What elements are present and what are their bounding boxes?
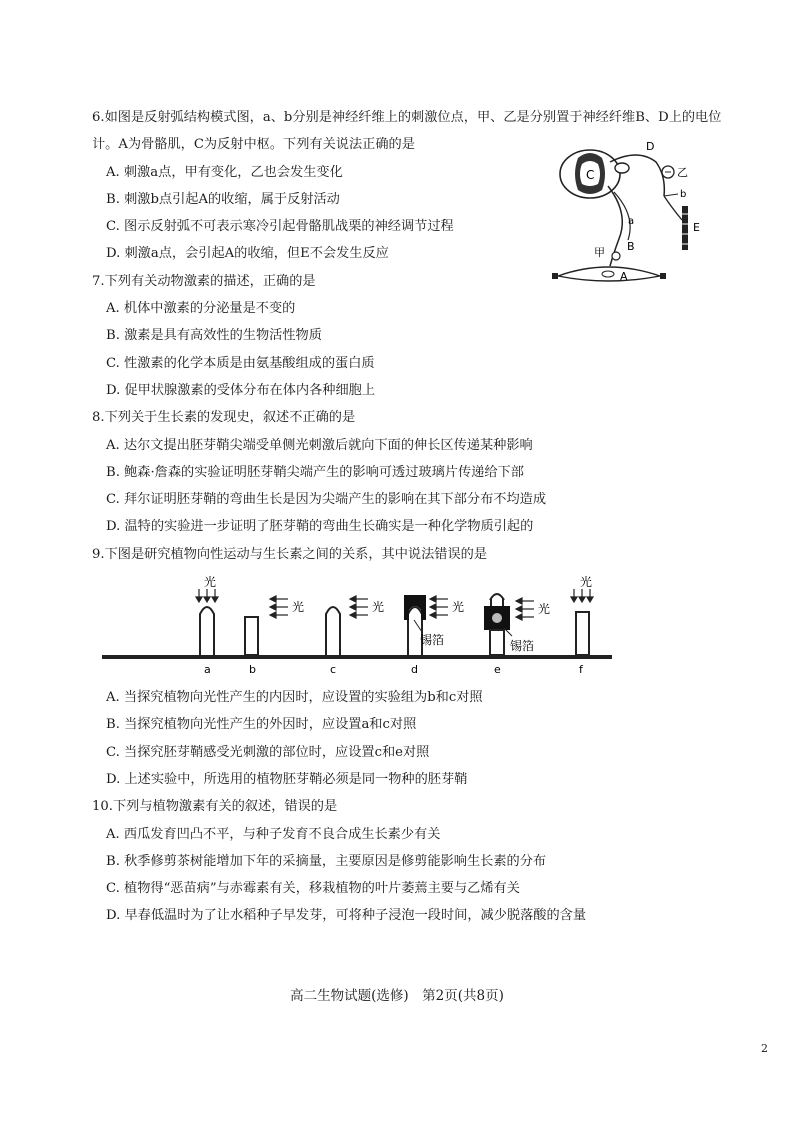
ganglion	[615, 163, 629, 173]
light-label: 光	[204, 575, 217, 590]
coleoptile	[326, 607, 340, 655]
option-b: B. 激素是具有高效性的生物活性物质	[106, 328, 322, 344]
option-d: D. 刺激a点，会引起A的收缩，但E不会发生反应	[106, 246, 389, 262]
seedling-c	[326, 607, 340, 676]
label-A: A	[620, 270, 628, 283]
nerve-D	[610, 155, 664, 196]
light-arrows	[270, 596, 288, 618]
option-d: D. 早春低温时为了让水稻种子早发芽，可将种子浸泡一段时间，减少脱落酸的含量	[106, 908, 587, 924]
page-footer: 高二生物试题(选修) 第2页(共8页)	[290, 988, 504, 1004]
coleoptile	[490, 630, 504, 655]
question-10	[92, 793, 732, 929]
seedling-f	[571, 574, 593, 676]
label-b: b	[680, 189, 687, 200]
label-yi: 乙	[677, 166, 688, 179]
option-c: C. 当探究胚芽鞘感受光刺激的部位时，应设置c和e对照	[106, 744, 430, 760]
option-c: C. 性激素的化学本质是由氨基酸组成的蛋白质	[106, 355, 375, 371]
label-E: E	[693, 221, 700, 234]
option-b: B. 鲍森·詹森的实验证明胚芽鞘尖端产生的影响可透过玻璃片传递给下部	[106, 464, 524, 480]
foil-highlight	[492, 613, 502, 623]
option-d: D. 温特的实验进一步证明了胚芽鞘的弯曲生长确实是一种化学物质引起的	[106, 519, 534, 535]
option-a: A. 当探究植物向光性产生的内因时，应设置的实验组为b和c对照	[106, 690, 483, 706]
coleoptile	[200, 607, 214, 655]
question-stem: 6.如图是反射弧结构模式图，a、b分别是神经纤维上的刺激位点，甲、乙是分别置于神经纤维B、D上的电位计。A为骨骼肌，C为反射中枢。下列有关说法正确的是	[92, 110, 722, 153]
label-B: B	[627, 240, 635, 253]
coleoptile-tip	[490, 594, 504, 600]
option-a: A. 达尔文提出胚芽鞘尖端受单侧光刺激后就向下面的伸长区传递某种影响	[106, 437, 533, 453]
option-a: A. 刺激a点，甲有变化，乙也会发生变化	[106, 164, 343, 180]
effector-E	[682, 206, 688, 250]
question-9	[92, 541, 732, 793]
letter-d: d	[411, 663, 418, 677]
question-stem: 8.下列关于生长素的发现史，叙述不正确的是	[92, 410, 356, 426]
label-jia: 甲	[594, 246, 605, 259]
question-stem: 10.下列与植物激素有关的叙述，错误的是	[92, 799, 338, 815]
question-stem: 9.下图是研究植物向性运动与生长素之间的关系，其中说法错误的是	[92, 546, 488, 562]
seedling-b	[245, 617, 258, 676]
letter-a: a	[204, 663, 211, 677]
foil-pointer	[414, 620, 422, 632]
light-arrows	[350, 596, 368, 618]
light-arrows	[516, 598, 534, 620]
page-number: 2	[761, 1042, 768, 1055]
letter-c: c	[330, 663, 337, 677]
muscle-A	[558, 267, 660, 281]
foil-label: 锡箔	[420, 633, 445, 648]
coleoptile	[576, 612, 589, 655]
figure-baseline	[102, 655, 612, 659]
letter-b: b	[249, 663, 256, 677]
option-c: C. 拜尔证明胚芽鞘的弯曲生长是因为尖端产生的影响在其下部分布不均造成	[106, 492, 547, 508]
coleoptile	[408, 607, 422, 655]
coleoptile	[245, 617, 258, 655]
letter-e: e	[494, 663, 501, 677]
option-a: A. 机体中激素的分泌量是不变的	[106, 301, 296, 317]
option-b: B. 当探究植物向光性产生的外因时，应设置a和c对照	[106, 717, 417, 733]
seedling-e	[484, 594, 534, 676]
letter-f: f	[579, 663, 583, 677]
seedling-a	[196, 574, 218, 676]
light-label: 光	[292, 600, 305, 615]
option-d: D. 上述实验中，所选用的植物胚芽鞘必须是同一物种的胚芽鞘	[106, 771, 468, 787]
label-D: D	[646, 140, 655, 153]
option-b: B. 刺激b点引起A的收缩，属于反射活动	[106, 191, 340, 207]
option-b: B. 秋季修剪茶树能增加下年的采摘量，主要原因是修剪能影响生长素的分布	[106, 853, 547, 869]
foil-label: 锡箔	[510, 639, 535, 654]
light-label: 光	[372, 600, 385, 615]
option-c: C. 图示反射弧不可表示寒冷引起骨骼肌战栗的神经调节过程	[106, 219, 454, 235]
question-7	[92, 268, 732, 404]
option-c: C. 植物得“恶苗病”与赤霉素有关，移栽植物的叶片萎蔫主要与乙烯有关	[106, 881, 520, 897]
reflex-arc-figure	[548, 136, 706, 286]
phototropism-figure	[92, 572, 712, 682]
light-arrows	[430, 596, 448, 618]
label-a: a	[628, 216, 635, 227]
question-stem: 7.下列有关动物激素的描述，正确的是	[92, 273, 316, 289]
option-a: A. 西瓜发育凹凸不平，与种子发育不良合成生长素少有关	[106, 826, 441, 842]
light-label: 光	[452, 600, 465, 615]
galvanometer-jia	[612, 252, 620, 260]
light-label: 光	[538, 602, 551, 617]
label-C: C	[586, 168, 595, 182]
option-d: D. 促甲状腺激素的受体分布在体内各种细胞上	[106, 382, 376, 398]
question-8	[92, 404, 732, 540]
light-label: 光	[580, 575, 593, 590]
